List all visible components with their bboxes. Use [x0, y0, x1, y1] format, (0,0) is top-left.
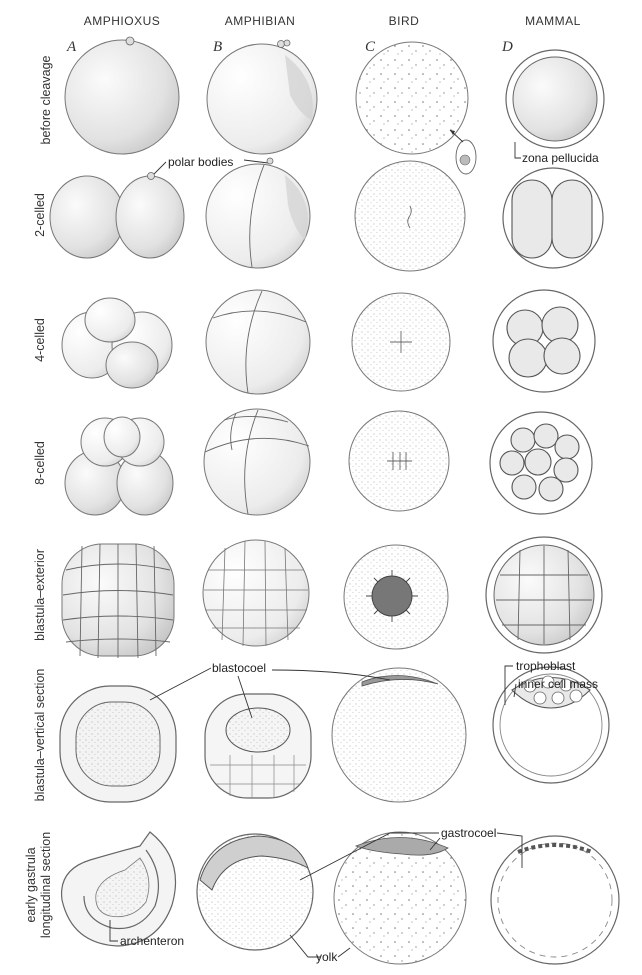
column-header-mammal: MAMMAL [525, 14, 581, 28]
mammal-2-celled [503, 168, 603, 268]
inner-cell-mass-label: inner cell mass [518, 677, 599, 691]
amphibian-2-celled [206, 158, 310, 268]
row-label-before-cleavage: before cleavage [39, 55, 53, 145]
amphioxus-8-celled [65, 417, 173, 515]
row-label-early-gastrula-line1: early gastrula [24, 847, 38, 923]
archenteron-label: archenteron [120, 934, 185, 948]
column-letter-d: D [502, 39, 513, 55]
mammal-4-celled [493, 290, 595, 392]
amphibian-8-celled [204, 409, 310, 515]
mammal-8-celled [490, 412, 592, 514]
amphibian-blastula-exterior [203, 540, 309, 646]
amphioxus-early-gastrula [62, 832, 176, 946]
row-label-2-celled: 2-celled [33, 193, 47, 237]
row-label-8-celled: 8-celled [33, 441, 47, 485]
bird-2-celled [355, 161, 465, 271]
column-letter-c: C [365, 39, 376, 55]
amphibian-4-celled [206, 290, 310, 394]
amphibian-early-gastrula [197, 834, 313, 950]
mammal-egg-before-cleavage [506, 50, 604, 148]
amphioxus-blastula-section [60, 686, 176, 802]
bird-egg-before-cleavage [356, 42, 476, 174]
amphioxus-egg-before-cleavage [65, 37, 179, 154]
trophoblast-label: trophoblast [516, 659, 576, 673]
bird-4-celled [352, 293, 450, 391]
column-header-amphioxus: AMPHIOXUS [83, 14, 161, 28]
row-label-blastula-exterior: blastula–exterior [33, 549, 47, 641]
amphibian-blastula-section [205, 694, 311, 798]
amphibian-egg-before-cleavage [207, 40, 317, 154]
bird-blastula-section [332, 668, 466, 802]
mammal-early-gastrula [491, 836, 619, 964]
mammal-blastula-exterior [486, 537, 602, 653]
column-letter-a: A [67, 39, 77, 55]
bird-blastula-exterior [344, 545, 448, 649]
amphioxus-2-celled [50, 173, 184, 259]
zona-pellucida-label: zona pellucida [522, 151, 599, 165]
row-label-4-celled: 4-celled [33, 318, 47, 362]
yolk-label: yolk [316, 950, 338, 964]
yolk-callout [290, 935, 350, 964]
polar-bodies-label: polar bodies [168, 155, 234, 169]
amphioxus-blastula-exterior [62, 544, 174, 658]
amphioxus-4-celled [62, 298, 172, 388]
column-letter-b: B [213, 39, 223, 55]
column-header-bird: BIRD [388, 14, 420, 28]
row-label-blastula-vertical-section: blastula–vertical section [33, 668, 47, 802]
blastocoel-label: blastocoel [212, 661, 267, 675]
row-label-early-gastrula-line2: longitudinal section [39, 831, 53, 939]
bird-8-celled [349, 411, 449, 511]
gastrocoel-label: gastrocoel [441, 826, 497, 840]
column-header-amphibian: AMPHIBIAN [224, 14, 296, 28]
